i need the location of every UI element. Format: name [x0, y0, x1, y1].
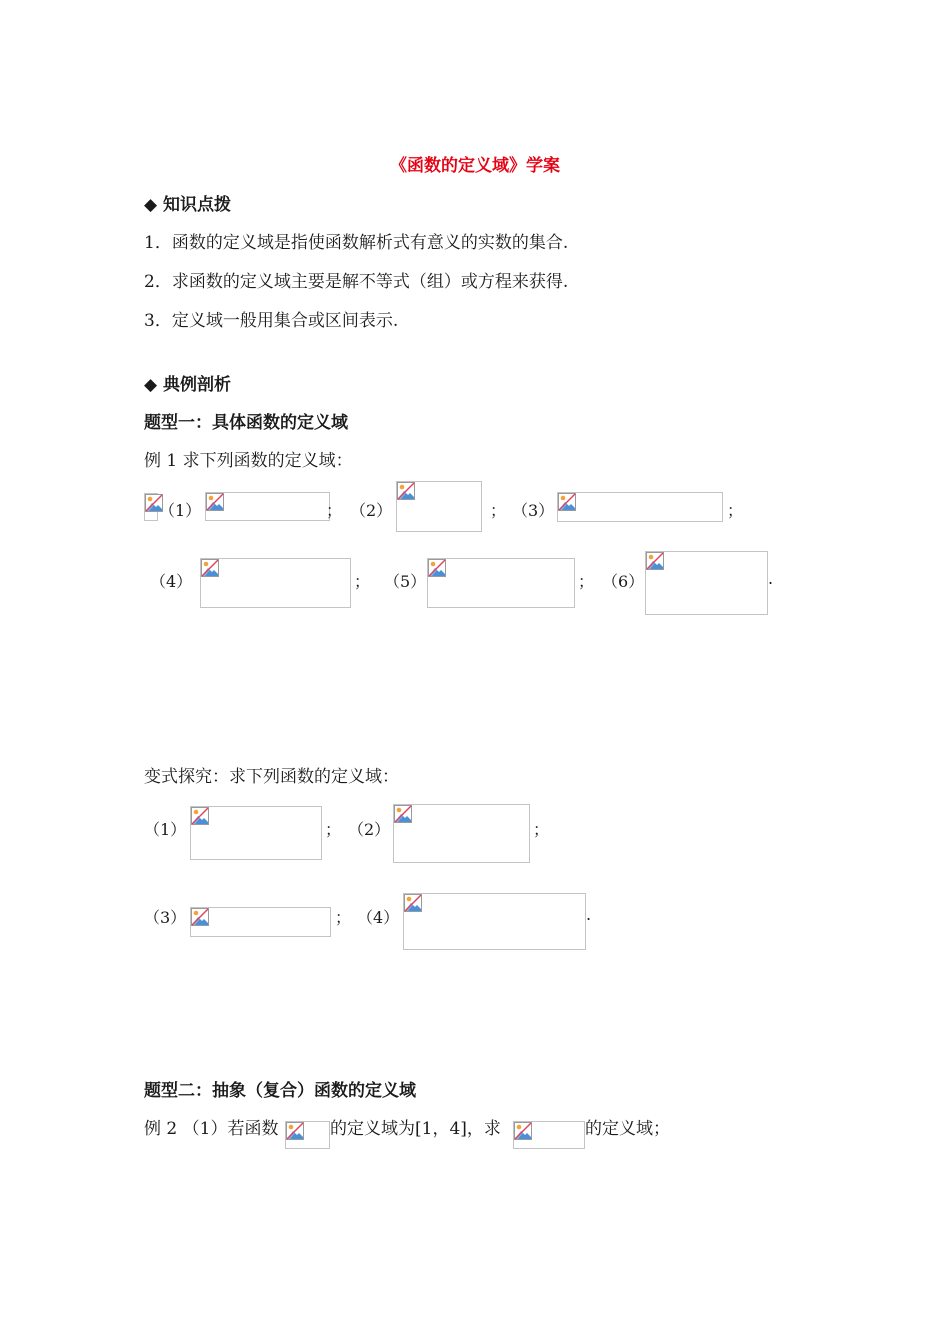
broken-image-icon [201, 559, 219, 577]
broken-image-icon [191, 908, 209, 926]
variant-intro: 变式探究：求下列函数的定义域： [144, 767, 399, 787]
separator: ； [335, 908, 352, 927]
broken-image-icon [206, 493, 224, 511]
knowledge-point-1: 1．函数的定义域是指使函数解析式有意义的实数的集合. [144, 233, 569, 253]
formula-image [513, 1121, 585, 1149]
formula-image [427, 558, 575, 608]
formula-image [200, 558, 351, 608]
broken-image-icon [397, 482, 415, 500]
separator: ； [490, 501, 507, 520]
knowledge-point-2: 2．求函数的定义域主要是解不等式（组）或方程来获得. [144, 272, 569, 292]
separator: ； [578, 572, 595, 591]
formula-image [396, 481, 482, 532]
formula-image [190, 806, 322, 860]
separator: ； [354, 572, 371, 591]
formula-image [285, 1121, 330, 1149]
formula-image [645, 551, 768, 615]
item-number: （3） [512, 501, 555, 520]
section-heading-knowledge: ◆ 知识点拨 [144, 195, 231, 215]
page-title: 《函数的定义域》学案 [390, 156, 560, 176]
example1-intro: 例 1 求下列函数的定义域： [144, 451, 353, 471]
separator: ； [326, 501, 343, 520]
item-number: （4） [357, 908, 400, 927]
formula-image [557, 492, 723, 522]
item-number: （4） [150, 572, 193, 591]
type2-heading: 题型二：抽象（复合）函数的定义域 [144, 1081, 416, 1101]
section-heading-examples: ◆ 典例剖析 [144, 375, 231, 395]
formula-image [205, 492, 330, 521]
item-number: （6） [602, 572, 645, 591]
broken-image-icon [404, 894, 422, 912]
separator: ； [325, 820, 342, 839]
example2-part1: 例 2 （1）若函数 [144, 1119, 279, 1139]
broken-image-icon [191, 807, 209, 825]
item-number: （2） [350, 501, 393, 520]
end-period: . [586, 905, 592, 924]
end-period: . [768, 569, 774, 588]
broken-image-icon [558, 493, 576, 511]
example2-part2: 的定义域为[1，4]，求 [330, 1119, 501, 1139]
broken-image-icon [514, 1122, 532, 1140]
broken-image-icon [646, 552, 664, 570]
formula-image [393, 804, 530, 863]
formula-image [144, 493, 158, 521]
separator: ； [533, 820, 550, 839]
formula-image [190, 907, 331, 937]
item-number: （3） [144, 908, 187, 927]
broken-image-icon [428, 559, 446, 577]
knowledge-point-3: 3．定义域一般用集合或区间表示. [144, 311, 399, 331]
type1-heading: 题型一：具体函数的定义域 [144, 413, 348, 433]
item-number: （1） [159, 501, 202, 520]
formula-image [403, 893, 586, 950]
item-number: （1） [144, 820, 187, 839]
broken-image-icon [286, 1122, 304, 1140]
example2-part3: 的定义域； [585, 1119, 670, 1139]
item-number: （2） [348, 820, 391, 839]
item-number: （5） [384, 572, 427, 591]
separator: ； [727, 501, 744, 520]
broken-image-icon [394, 805, 412, 823]
